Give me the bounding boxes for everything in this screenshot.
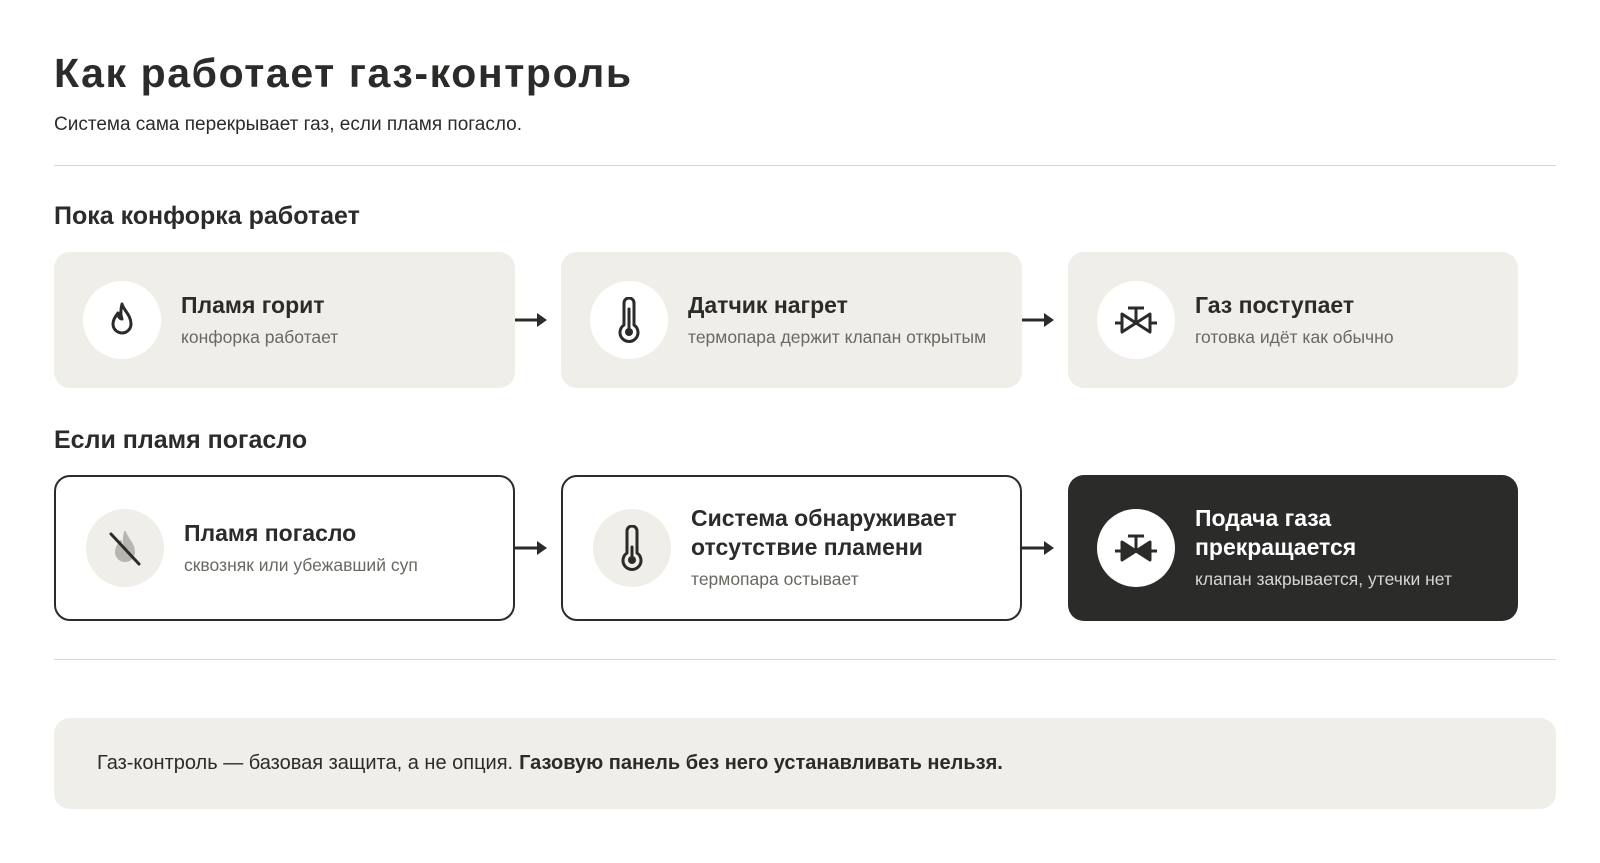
page-subtitle: Система сама перекрывает газ, если пламя погасло. [54,114,522,135]
step-desc: готовка идёт как обычно [1195,326,1394,347]
step-desc: конфорка работает [181,326,339,347]
step-title: Пламя погасло [184,519,357,546]
step-title: Система обнаруживает отсутствие пламени [691,505,957,560]
step-card-sensor-hot [561,252,1022,388]
arrow-right-icon [513,538,549,558]
step-card-gas-flowing [1068,252,1518,388]
section-title-flame-out: Если пламя погасло [54,426,308,454]
step-desc: клапан закрывается, утечки нет [1195,569,1452,589]
step-title: Датчик нагрет [688,291,848,318]
arrow-right-icon [513,310,549,330]
note-bold-text: Газовую панель без него устанавливать нельзя. [519,752,1003,774]
step-card-gas-stopped [1068,475,1518,621]
step-card-flame-out [54,475,515,621]
note-text: Газ-контроль — базовая защита, а не опция. [97,752,514,774]
valve-open-icon [1097,281,1175,359]
step-title: Газ поступает [1195,291,1355,318]
thermometer-icon [593,509,671,587]
arrow-right-icon [1020,310,1056,330]
top-divider [54,165,1556,166]
step-card-detecting [561,475,1022,621]
bottom-divider [54,659,1556,660]
step-desc: сквозняк или убежавший суп [184,554,418,575]
step-card-flame-on [54,252,515,388]
working-steps-row [54,252,1556,388]
section-title-working: Пока конфорка работает [54,202,360,230]
flame-out-steps-row [54,475,1556,621]
valve-closed-icon [1097,509,1175,587]
flame-off-icon [86,509,164,587]
step-desc: термопара держит клапан открытым [688,326,987,347]
step-title: Подача газа прекращается [1195,505,1357,560]
flame-icon [83,281,161,359]
step-desc: термопара остывает [691,569,859,589]
note-box [54,718,1556,809]
step-title: Пламя горит [181,291,325,318]
page-title: Как работает газ-контроль [54,50,633,96]
thermometer-icon [590,281,668,359]
arrow-right-icon [1020,538,1056,558]
